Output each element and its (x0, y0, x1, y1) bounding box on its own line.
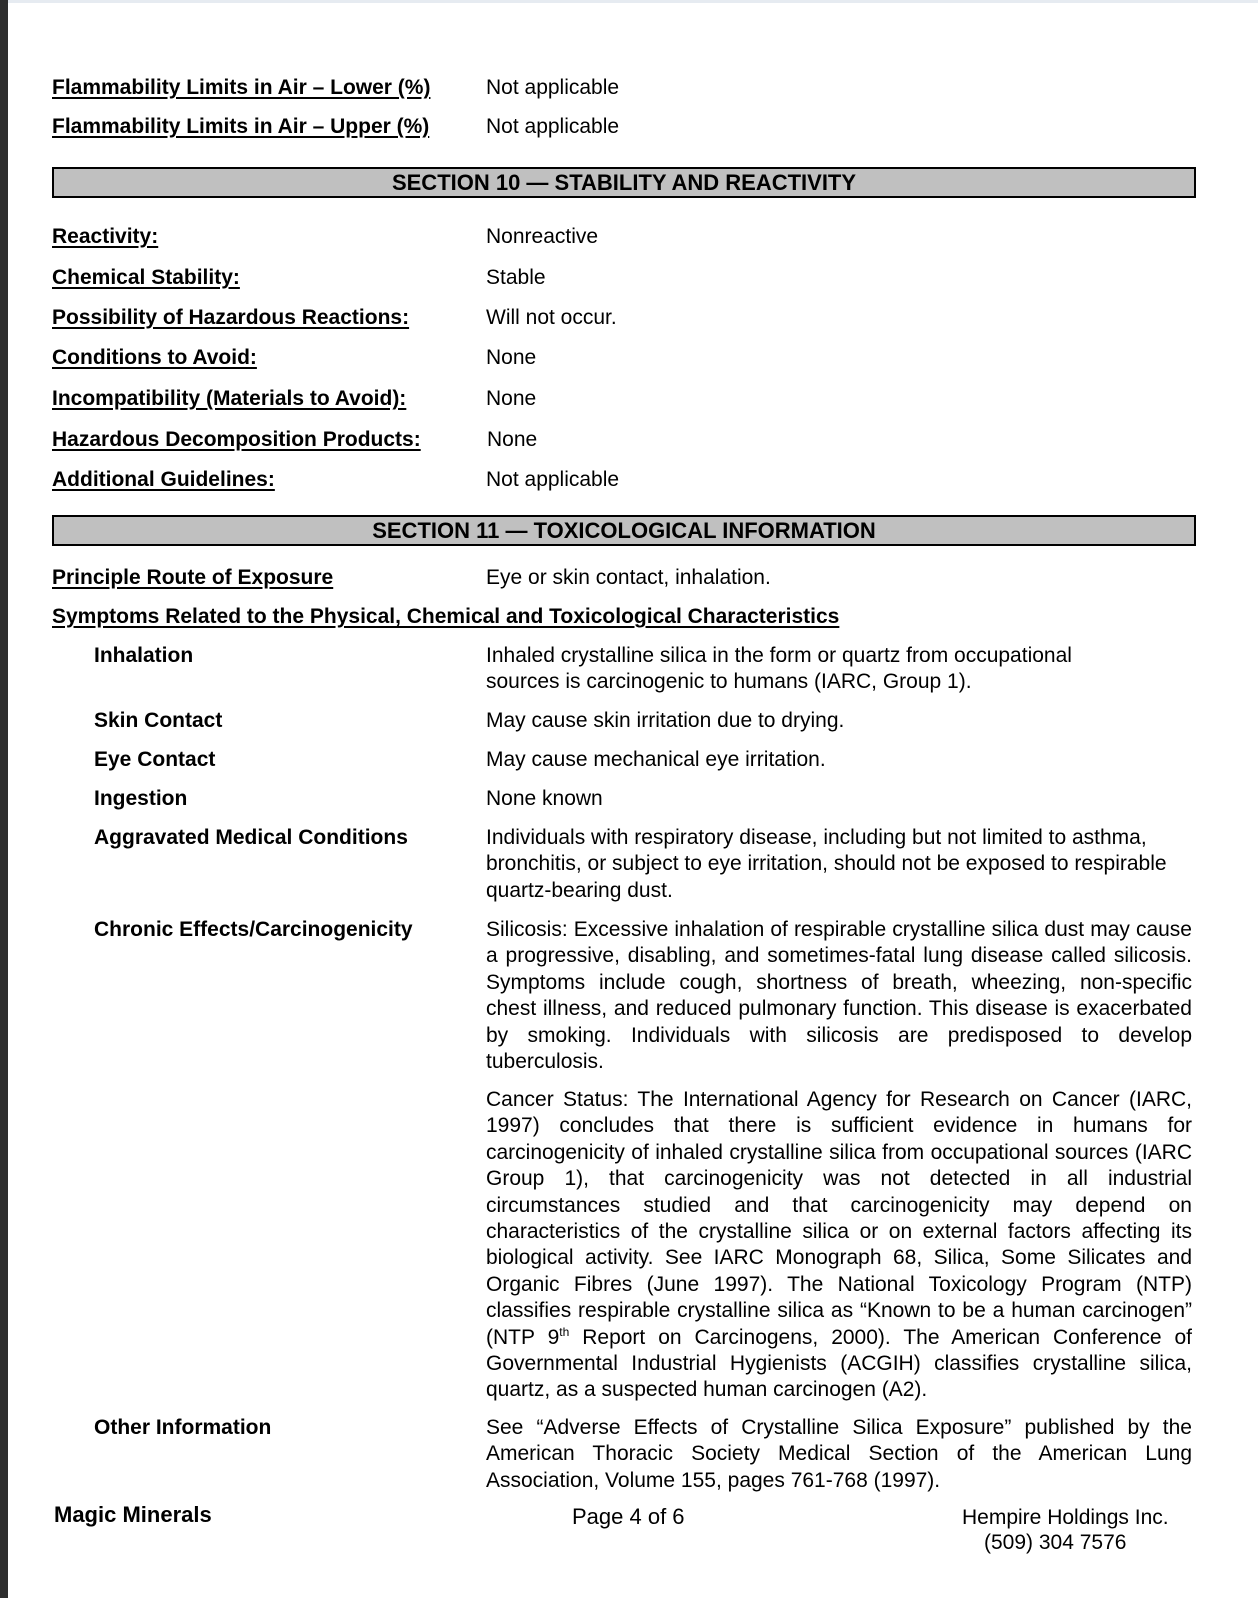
aggravated-conditions-label: Aggravated Medical Conditions (94, 826, 408, 849)
incompatibility-label: Incompatibility (Materials to Avoid): (52, 387, 407, 410)
symptoms-heading: Symptoms Related to the Physical, Chemical and Toxicological Characteristics (52, 605, 840, 628)
footer-product-name: Magic Minerals (54, 1502, 212, 1527)
footer-page-number: Page 4 of 6 (572, 1504, 685, 1529)
cancer-status-text-1: Cancer Status: The International Agency for Research on Cancer (IARC, 1997) concludes that there is sufficient evidence in humans for carcinogenicity of inhaled crystalline silica from occupational sources (IARC Group 1), that carcinogenicity was not detected in all industrial circumstances studied and that carcinogenicity may depend on characteristics of the crystalline silica or on external factors affecting its biological activity. See IARC Monograph 68, Silica, Some Silicates and Organic Fibres (June 1997). The National Toxicology Program (NTP) classifies respirable crystalline silica as “Known to be a human carcinogen” (NTP 9 (486, 1088, 1192, 1349)
eye-contact-value: May cause mechanical eye irritation. (486, 748, 826, 771)
flammability-upper-value: Not applicable (486, 115, 620, 138)
other-information-label: Other Information (94, 1416, 272, 1439)
reactivity-label: Reactivity: (52, 225, 159, 248)
cancer-status-text-2: Report on Carcinogens, 2000). The American Conference of Governmental Industrial Hygienists (ACGIH) classifies crystalline silica, quartz, as a suspected human carcinogen (A2). (486, 1325, 1192, 1402)
inhalation-label: Inhalation (94, 644, 194, 667)
document-page (8, 0, 1258, 1598)
route-of-exposure-label: Principle Route of Exposure (52, 566, 334, 589)
cancer-status-superscript: th (559, 1324, 570, 1339)
footer-company: Hempire Holdings Inc. (962, 1506, 1169, 1529)
conditions-to-avoid-label: Conditions to Avoid: (52, 346, 257, 369)
inhalation-value: Inhaled crystalline silica in the form or quartz from occupational sources is carcinogenic to humans (IARC, Group 1). (486, 644, 1072, 694)
skin-contact-label: Skin Contact (94, 709, 223, 732)
chronic-effects-value: Silicosis: Excessive inhalation of respirable crystalline silica dust may cause a progressive, disabling, and sometimes-fatal lung disease called silicosis. Symptoms include cough, shortness of breath, wheezing, non-specific chest illness, and reduced pulmonary function. This disease is exacerbated by smoking. Individuals with silicosis are predisposed to develop tuberculosis. (486, 918, 1192, 1074)
additional-guidelines-label: Additional Guidelines: (52, 468, 275, 491)
hazardous-reactions-label: Possibility of Hazardous Reactions: (52, 306, 410, 329)
skin-contact-value: May cause skin irritation due to drying. (486, 709, 845, 732)
flammability-lower-value: Not applicable (486, 76, 620, 99)
chemical-stability-value: Stable (486, 266, 546, 289)
other-information-value: See “Adverse Effects of Crystalline Silica Exposure” published by the American Thoracic Society Medical Section of the American Lung Association, Volume 155, pages 761-768 (1997). (486, 1416, 1192, 1492)
decomposition-products-value: None (487, 428, 538, 451)
aggravated-conditions-value: Individuals with respiratory disease, including but not limited to asthma, bronchitis, or subject to eye irritation, should not be exposed to respirable quartz-bearing dust. (486, 826, 1167, 902)
decomposition-products-label: Hazardous Decomposition Products: (52, 428, 421, 451)
chronic-effects-label: Chronic Effects/Carcinogenicity (94, 918, 413, 941)
section-10-header: SECTION 10 — STABILITY AND REACTIVITY (52, 167, 1196, 198)
cancer-status-value (486, 1087, 1192, 1404)
eye-contact-label: Eye Contact (94, 748, 216, 771)
ingestion-value: None known (486, 787, 603, 810)
chemical-stability-label: Chemical Stability: (52, 266, 240, 289)
left-edge-bar (0, 0, 8, 1598)
incompatibility-value: None (486, 387, 537, 410)
footer-phone: (509) 304 7576 (984, 1531, 1127, 1554)
ingestion-label: Ingestion (94, 787, 188, 810)
route-of-exposure-value: Eye or skin contact, inhalation. (486, 566, 771, 589)
hazardous-reactions-value: Will not occur. (486, 306, 617, 329)
flammability-upper-label: Flammability Limits in Air – Upper (%) (52, 115, 430, 138)
flammability-lower-label: Flammability Limits in Air – Lower (%) (52, 76, 431, 99)
conditions-to-avoid-value: None (486, 346, 537, 369)
additional-guidelines-value: Not applicable (486, 468, 620, 491)
section-11-header: SECTION 11 — TOXICOLOGICAL INFORMATION (52, 515, 1196, 546)
reactivity-value: Nonreactive (486, 225, 599, 248)
